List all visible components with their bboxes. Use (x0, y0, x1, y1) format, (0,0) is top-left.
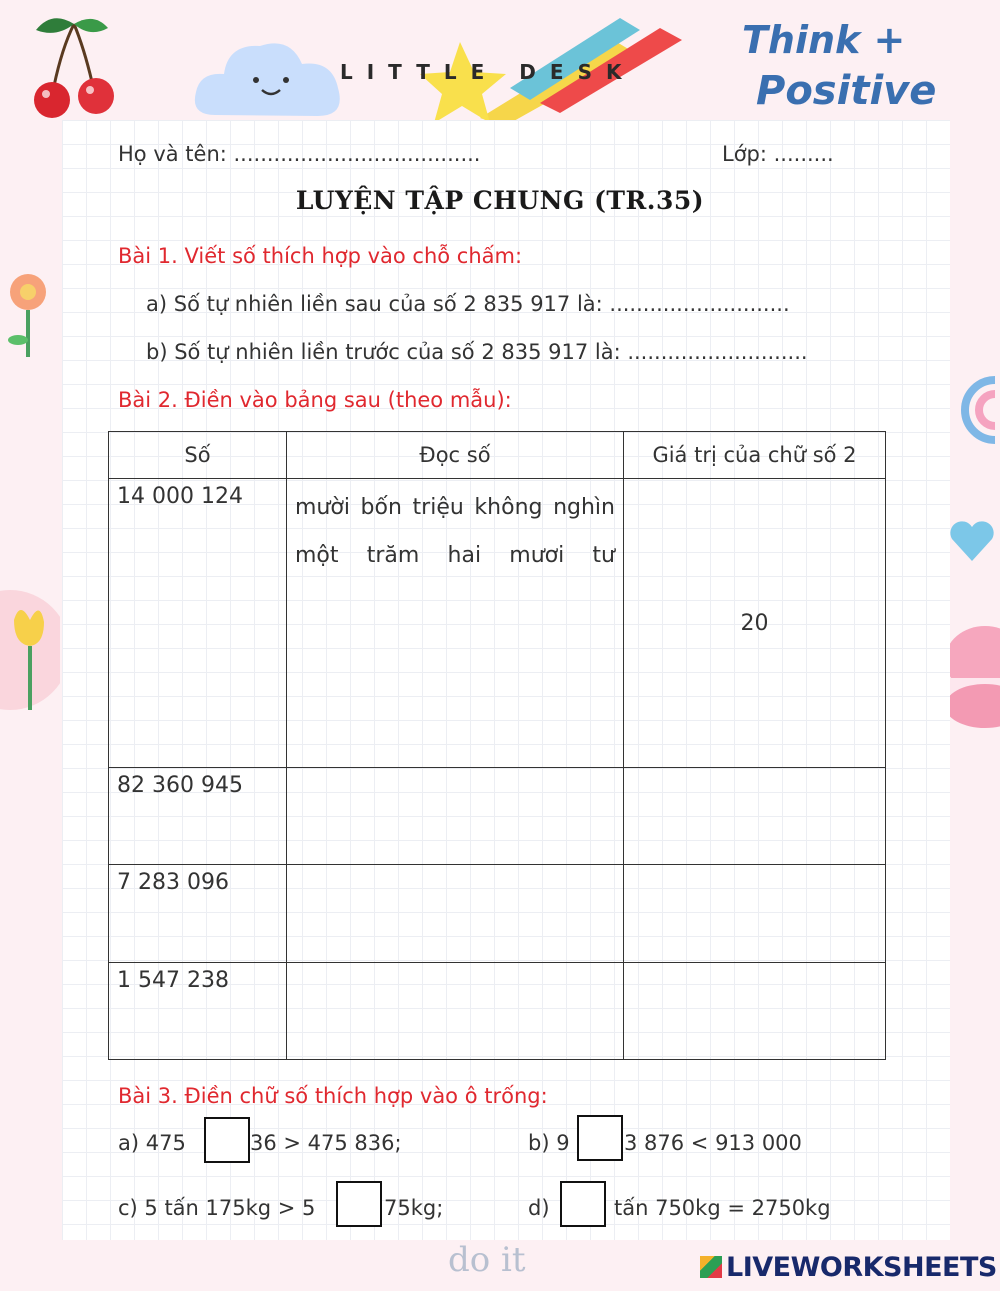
reading-answer-cell[interactable] (287, 962, 624, 1059)
liveworksheets-mark-icon (700, 1256, 722, 1278)
exercise1-b[interactable]: b) Số tự nhiên liền trước của số 2 835 917 là: ........................... (146, 340, 808, 364)
exercise3-b-answer-box[interactable] (577, 1115, 623, 1161)
heart-icon (946, 515, 998, 567)
banner-text: LITTLE DESK (340, 60, 636, 84)
page-title: LUYỆN TẬP CHUNG (TR.35) (295, 186, 705, 215)
exercise3-a-suffix: 36 > 475 836; (250, 1131, 402, 1155)
liveworksheets-logo[interactable] (700, 1252, 997, 1283)
exercise2-heading: Bài 2. Điền vào bảng sau (theo mẫu): (118, 388, 512, 412)
doodle-text: do it (448, 1240, 526, 1280)
table-header-row (109, 432, 886, 479)
column-header-number: Số (109, 432, 287, 479)
exercise1-a[interactable]: a) Số tự nhiên liền sau của số 2 835 917 là: ........................... (146, 292, 790, 316)
digit-value-cell: 20 (624, 479, 886, 768)
column-header-digit-value: Giá trị của chữ số 2 (624, 432, 886, 479)
flower-icon (0, 262, 60, 362)
exercise3-d-prefix: d) (528, 1196, 550, 1220)
macaron-icon (945, 620, 1000, 740)
number-cell: 7 283 096 (109, 865, 287, 962)
exercise3-a-prefix: a) 475 (118, 1131, 186, 1155)
number-table (108, 431, 886, 1060)
exercise3-c-prefix: c) 5 tấn 175kg > 5 (118, 1196, 316, 1220)
student-name-field[interactable]: Họ và tên: ..................................... (118, 142, 481, 166)
exercise3-b-prefix: b) 9 (528, 1131, 570, 1155)
exercise3-c-suffix: 75kg; (384, 1196, 444, 1220)
column-header-reading: Đọc số (287, 432, 624, 479)
table-row (109, 479, 886, 768)
number-cell: 14 000 124 (109, 479, 287, 768)
exercise3-d-suffix: tấn 750kg = 2750kg (614, 1196, 831, 1220)
slogan-line1: Think + (742, 18, 906, 62)
number-cell: 1 547 238 (109, 962, 287, 1059)
digit-value-answer-cell[interactable] (624, 768, 886, 865)
rainbow-icon (955, 370, 1000, 450)
exercise3-d-answer-box[interactable] (560, 1181, 606, 1227)
cloud-icon (190, 30, 350, 125)
number-cell: 82 360 945 (109, 768, 287, 865)
slogan-line2: Positive (756, 68, 937, 114)
reading-answer-cell[interactable] (287, 768, 624, 865)
exercise1-heading: Bài 1. Viết số thích hợp vào chỗ chấm: (118, 244, 523, 268)
table-row (109, 768, 886, 865)
tulip-icon (0, 560, 60, 760)
reading-answer-cell[interactable] (287, 865, 624, 962)
cherries-icon (12, 8, 122, 118)
digit-value-answer-cell[interactable] (624, 962, 886, 1059)
table-row (109, 865, 886, 962)
reading-cell: mười bốn triệu không nghìn một trăm hai mươi tư (287, 479, 624, 768)
exercise3-b-suffix: 3 876 < 913 000 (624, 1131, 802, 1155)
digit-value-answer-cell[interactable] (624, 865, 886, 962)
brand-name: LIVEWORKSHEETS (726, 1252, 997, 1283)
exercise3-a-answer-box[interactable] (204, 1117, 250, 1163)
exercise3-c-answer-box[interactable] (336, 1181, 382, 1227)
class-field[interactable]: Lớp: ......... (722, 142, 834, 166)
exercise3-heading: Bài 3. Điền chữ số thích hợp vào ô trống: (118, 1084, 548, 1108)
table-row (109, 962, 886, 1059)
